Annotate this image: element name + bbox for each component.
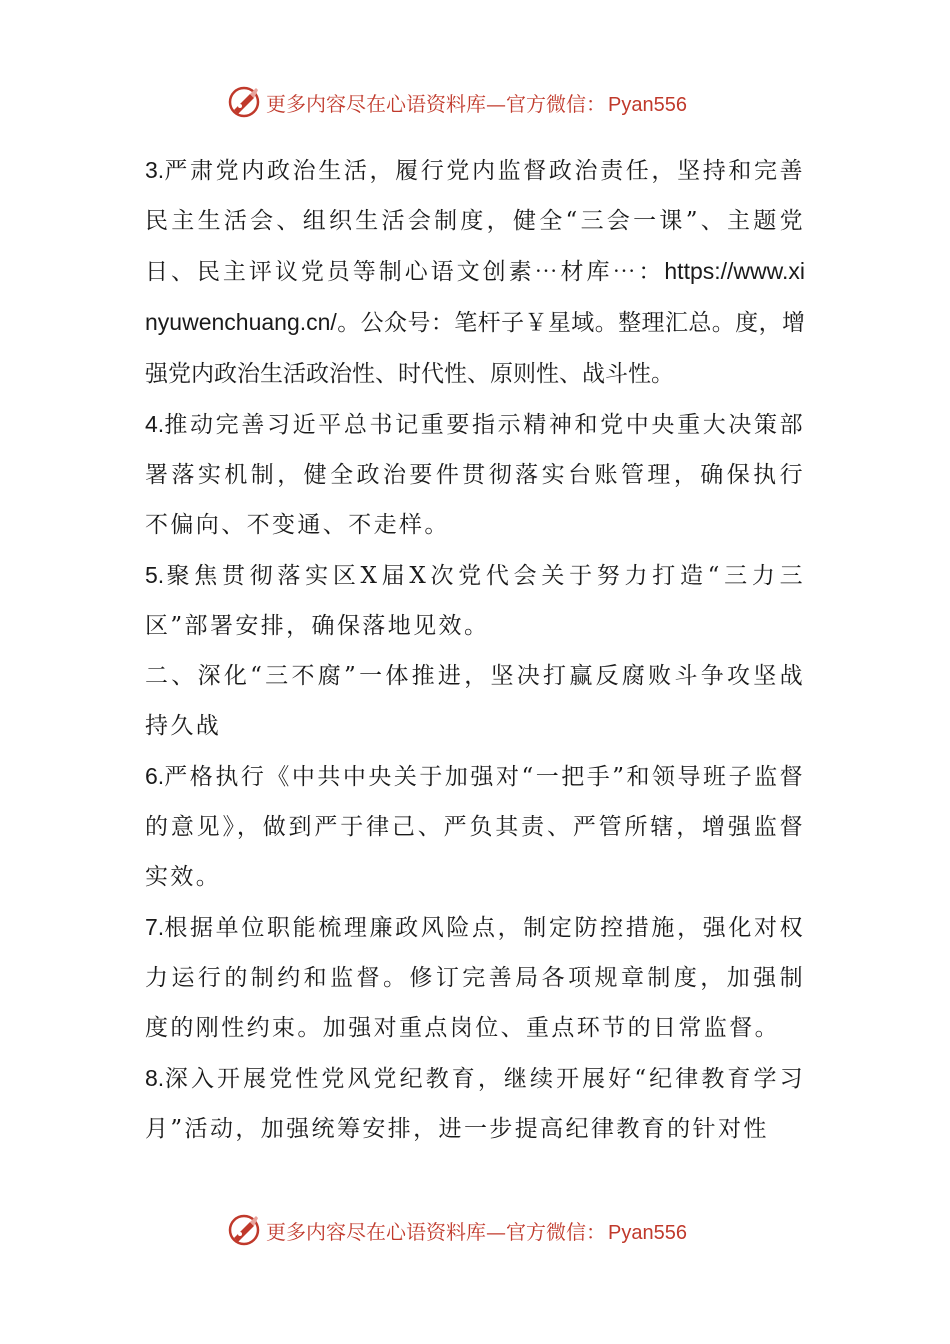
paragraph-8: 8.深入开展党性党风党纪教育，继续开展好“纪律教育学习月”活动，加强统筹安排，进一步提高纪律教育的针对性 — [145, 1065, 805, 1142]
paragraph-6: 6.严格执行《中共中央关于加强对“一把手”和领导班子监督的意见》，做到严于律己、严负其责、严管所辖，增强监督实效。 — [145, 763, 805, 890]
url-text: https://www.xinyuwenchuang.cn/。公众号：笔杆子￥星域。整理汇总。度，增强党内政治生活政治性、时代性、原则性、战斗性。 — [145, 258, 805, 386]
watermark-banner-top — [226, 82, 746, 122]
paragraph-3: 3.严肃党内政治生活，履行党内监督政治责任，坚持和完善民主生活会、组织生活会制度，健全“三会一课”、主题党日、民主评议党员等制心语文创素⋯材库⋯：https://www.xinyuwenchuang.cn/。公众号：笔杆子￥星域。整理汇总。度，增强党内政治生活政治性、时代性、原则性、战斗性。 — [145, 157, 805, 386]
paragraph-5: 5.聚焦贯彻落实区X届X次党代会关于努力打造“三力三区”部署安排，确保落地见效。 — [145, 562, 805, 639]
watermark-banner-bottom — [226, 1210, 746, 1250]
pen-nib-logo-icon — [226, 1212, 262, 1248]
pen-nib-logo-icon — [226, 84, 262, 120]
paragraph-4: 4.推动完善习近平总书记重要指示精神和党中央重大决策部署落实机制，健全政治要件贯彻落实台账管理，确保执行不偏向、不变通、不走样。 — [145, 411, 805, 538]
document-body — [145, 145, 805, 1154]
watermark-contact: Pyan556 — [608, 93, 687, 116]
section-heading-2: 二、深化“三不腐”一体推进，坚决打赢反腐败斗争攻坚战持久战 — [145, 663, 805, 739]
watermark-contact: Pyan556 — [608, 1221, 687, 1244]
paragraph-7: 7.根据单位职能梳理廉政风险点，制定防控措施，强化对权力运行的制约和监督。修订完善局各项规章制度，加强制度的刚性约束。加强对重点岗位、重点环节的日常监督。 — [145, 914, 805, 1041]
watermark-text: 更多内容尽在心语资料库—官方微信： Pyan556 — [266, 91, 687, 116]
watermark-text: 更多内容尽在心语资料库—官方微信： Pyan556 — [266, 1219, 687, 1244]
